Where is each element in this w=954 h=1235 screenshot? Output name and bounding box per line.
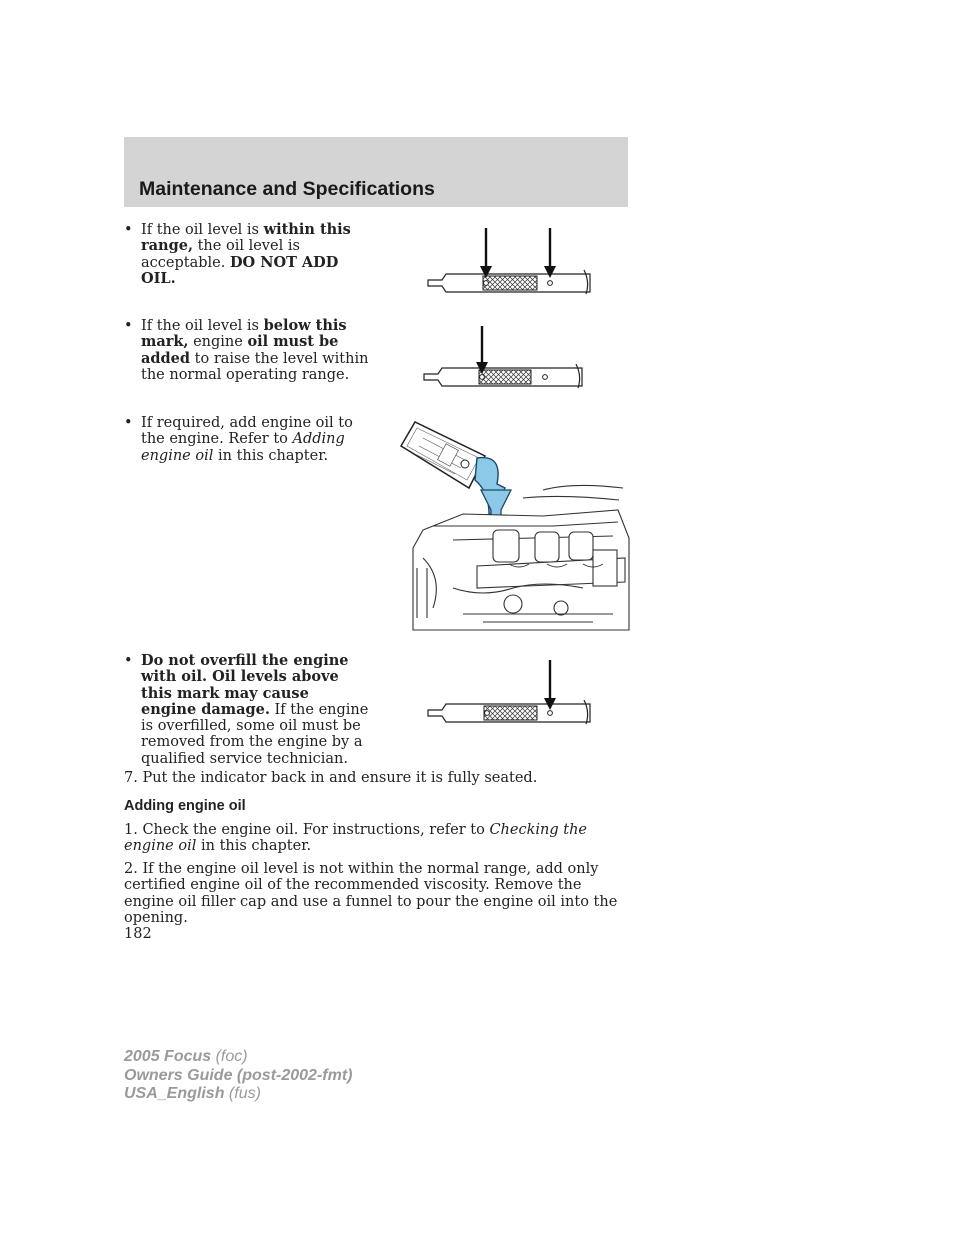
header-band [124, 137, 628, 207]
cross-reference: Checking the engine oil [124, 822, 587, 855]
bullet-text: If required, add engine oil to the engine. Refer to Adding engine oil in this chapter. [141, 415, 353, 464]
page-number: 182 [124, 926, 152, 942]
bullet-within-range: • If the oil level is within this range, the oil level is acceptable. DO NOT ADD OIL. [124, 222, 374, 287]
bullet-text: Do not overfill the engine with oil. Oil levels above this mark may cause engine damage. If the engine is overfilled, some oil must be removed from the engine by a qualified service technician. [141, 652, 369, 767]
bullet-below-mark: • If the oil level is below this mark, engine oil must be added to raise the level within the normal operating range. [124, 318, 379, 383]
bullet-text: If the oil level is within this range, the oil level is acceptable. DO NOT ADD OIL. [141, 221, 351, 287]
document-footer: 2005 Focus (foc) Owners Guide (post-2002-fmt) USA_English (fus) [124, 1048, 353, 1102]
engine-oil-pour-illustration [393, 418, 633, 634]
dipstick-range-illustration [420, 222, 600, 298]
oil-bottle-icon [401, 422, 485, 488]
dipstick-low-illustration [416, 322, 596, 392]
step-1: 1. Check the engine oil. For instructions, refer to Checking the engine oil in this chapter. [124, 822, 587, 855]
bullet-add-oil: • If required, add engine oil to the engine. Refer to Adding engine oil in this chapter. [124, 415, 372, 464]
bullet-overfill-warning: • Do not overfill the engine with oil. Oil levels above this mark may cause engine damage. If the engine is overfilled, some oil must be removed from the engine by a qualified service technician. [124, 652, 369, 767]
bullet-text: If the oil level is below this mark, engine oil must be added to raise the level within the normal operating range. [141, 317, 369, 383]
dipstick-overfill-illustration [420, 656, 600, 730]
step-2: 2. If the engine oil level is not within the normal range, add only certified engine oil of the recommended viscosity. Remove the engine oil filler cap and use a funnel to pour the engine oil into the opening. [124, 861, 618, 926]
page-title: Maintenance and Specifications [139, 178, 435, 200]
section-heading-adding-oil: Adding engine oil [124, 798, 246, 814]
step-7: 7. Put the indicator back in and ensure it is fully seated. [124, 770, 538, 786]
